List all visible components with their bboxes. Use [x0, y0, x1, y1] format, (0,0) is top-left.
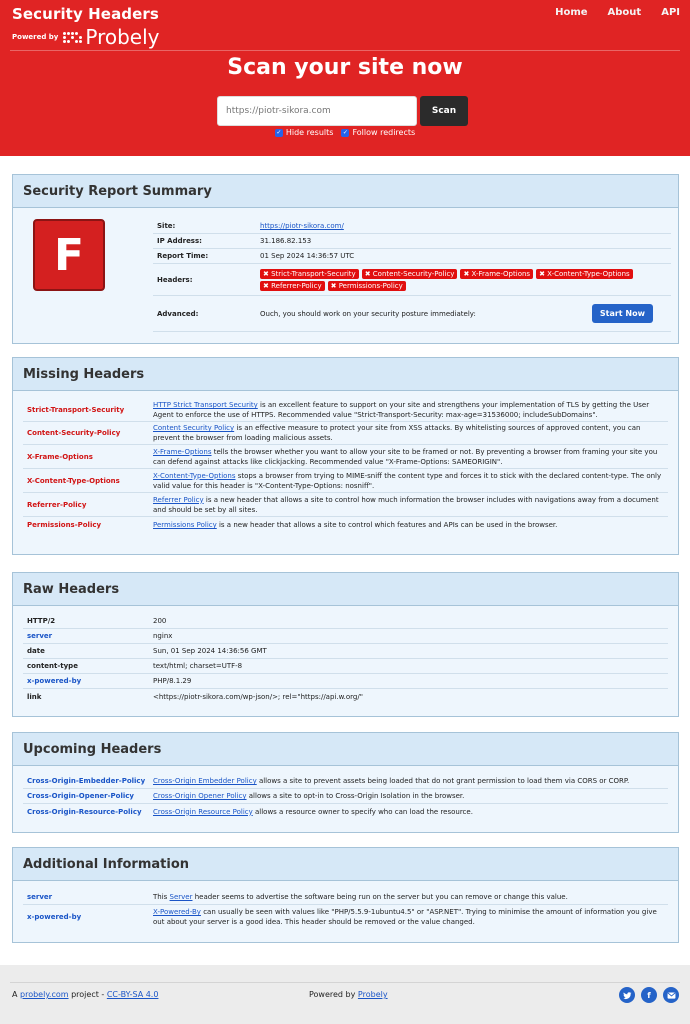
start-now-button[interactable]: Start Now: [592, 304, 653, 323]
ip-value: 31.186.82.153: [260, 237, 312, 245]
upcoming-headers-table: [13, 766, 678, 819]
raw-header-name: content-type: [27, 662, 78, 670]
footer-divider: [10, 982, 680, 983]
upcoming-header-description-text: allows a resource owner to specify who can load the resource.: [252, 807, 473, 816]
upcoming-header-description: [153, 790, 668, 802]
missing-header-row: [23, 517, 668, 533]
powered-by: [12, 25, 160, 49]
upcoming-header-doc-link[interactable]: Cross-Origin Embedder Policy: [153, 777, 257, 785]
ip-row: [153, 234, 671, 249]
upcoming-header-name: Cross-Origin-Embedder-Policy: [27, 777, 146, 785]
follow-redirects-checkbox[interactable]: [341, 128, 415, 137]
upcoming-header-name: Cross-Origin-Opener-Policy: [27, 792, 134, 800]
missing-header-badge: ✖ Referrer-Policy: [260, 281, 325, 291]
summary-table: [153, 219, 671, 332]
checkbox-checked-icon: ✓: [276, 129, 282, 136]
raw-header-value: Sun, 01 Sep 2024 14:36:56 GMT: [153, 647, 267, 655]
raw-header-name: HTTP/2: [27, 617, 56, 625]
raw-header-row: [23, 674, 668, 689]
ip-label: IP Address:: [157, 237, 202, 245]
upcoming-header-row: [23, 774, 668, 789]
upcoming-headers-panel: [12, 732, 679, 833]
additional-info-name: server: [27, 892, 53, 901]
missing-headers-table: [13, 391, 678, 533]
checkbox-checked-icon: ✓: [342, 129, 348, 136]
probely-powered-link[interactable]: Probely: [357, 990, 388, 999]
header-name: X-Content-Type-Options: [27, 476, 120, 485]
upcoming-header-description-text: allows a site to prevent assets being loaded that do not grant permission to load them via CORS or CORP.: [256, 777, 630, 785]
raw-header-row: [23, 659, 668, 674]
scan-button[interactable]: Scan: [420, 96, 468, 126]
upcoming-header-row: [23, 789, 668, 804]
facebook-icon[interactable]: f: [641, 987, 657, 1003]
header-description: [153, 446, 668, 468]
missing-header-row: [23, 445, 668, 469]
advanced-text: Ouch, you should work on your security posture immediately:: [260, 309, 476, 318]
probely-dot-icon: [63, 32, 82, 43]
raw-header-value: 200: [153, 617, 167, 625]
raw-header-name: server: [27, 632, 53, 640]
additional-info-text: can usually be seen with values like "PHP/5.5.9-1ubuntu4.5" or "ASP.NET". Trying to minimise the amount of information you give out about your server is a good idea. This header should be removed or the value changed.: [153, 908, 657, 926]
hide-results-checkbox[interactable]: [275, 128, 334, 137]
report-time-label: Report Time:: [157, 252, 209, 260]
additional-info-panel: [12, 847, 679, 943]
additional-info-row: [23, 889, 668, 905]
summary-panel: [12, 174, 679, 344]
missing-header-badge: ✖ Strict-Transport-Security: [260, 269, 359, 279]
top-nav: [555, 7, 680, 18]
email-icon[interactable]: [663, 987, 679, 1003]
site-link[interactable]: https://piotr-sikora.com/: [260, 222, 344, 230]
upcoming-header-doc-link[interactable]: Cross-Origin Resource Policy: [153, 807, 253, 816]
header-description: [153, 399, 668, 421]
header-description: [153, 422, 668, 444]
footer-credit: [12, 990, 158, 999]
additional-info-doc-link[interactable]: Server: [169, 892, 193, 901]
site-title[interactable]: Security Headers: [12, 5, 159, 23]
header-doc-link[interactable]: X-Frame-Options: [153, 447, 212, 456]
missing-headers-panel: [12, 357, 679, 555]
raw-header-row: [23, 629, 668, 644]
header-description-text: is an excellent feature to support on your site and strengthens your implementation of TLS by getting the User Agent to enforce the use of HTTPS. Recommended value "Strict-Transport-Security: max-age=31536000; includeSubDomains".: [153, 401, 650, 419]
header-divider: [10, 50, 680, 51]
scan-form: [217, 96, 468, 126]
footer-powered: [309, 990, 388, 999]
header-name: Content-Security-Policy: [27, 429, 121, 437]
header-doc-link[interactable]: HTTP Strict Transport Security: [153, 401, 258, 409]
header-description: [153, 470, 668, 492]
headers-row: [153, 264, 671, 296]
header-name: Strict-Transport-Security: [27, 406, 125, 414]
site-header: [0, 0, 690, 156]
header-doc-link[interactable]: Permissions Policy: [153, 521, 217, 529]
header-description-text: is an effective measure to protect your site from XSS attacks. By whitelisting sources of approved content, you can prevent the browser from loading malicious assets.: [153, 424, 641, 442]
upcoming-header-description-text: allows a site to opt-in to Cross-Origin Isolation in the browser.: [246, 792, 465, 800]
grade-badge: F: [33, 219, 105, 291]
probely-link[interactable]: probely.com: [20, 990, 69, 999]
missing-header-badge: ✖ Permissions-Policy: [328, 281, 406, 291]
additional-info-prefix: This: [153, 892, 170, 901]
site-label: Site:: [157, 222, 176, 230]
additional-info-heading: Additional Information: [13, 848, 678, 881]
missing-header-badge: ✖ X-Content-Type-Options: [536, 269, 633, 279]
header-description: [153, 519, 668, 531]
raw-header-value: <https://piotr-sikora.com/wp-json/>; rel="https://api.w.org/": [153, 692, 363, 701]
header-doc-link[interactable]: X-Content-Type-Options: [153, 471, 236, 480]
advanced-row: [153, 296, 671, 332]
missing-header-row: [23, 399, 668, 422]
social-links: [619, 987, 679, 1003]
header-doc-link[interactable]: Referrer Policy: [153, 495, 204, 504]
additional-info-text: header seems to advertise the software being run on the server but you can remove or change this value.: [192, 892, 568, 901]
probely-logo[interactable]: [63, 25, 159, 49]
nav-api[interactable]: API: [661, 7, 680, 18]
additional-info-description: [153, 906, 668, 928]
scan-options: [0, 128, 690, 137]
raw-headers-heading: Raw Headers: [13, 573, 678, 606]
probely-logo-text: Probely: [85, 25, 160, 49]
raw-headers-panel: [12, 572, 679, 717]
footer-text: Powered by: [309, 990, 358, 999]
header-name: Permissions-Policy: [27, 521, 102, 529]
raw-header-row: [23, 689, 668, 704]
scan-title: Scan your site now: [227, 55, 463, 80]
raw-header-row: [23, 614, 668, 629]
raw-header-name: link: [27, 692, 42, 701]
footer-text: A: [12, 990, 21, 999]
raw-header-value: nginx: [153, 632, 173, 640]
advanced-label: Advanced:: [157, 309, 199, 318]
hide-results-label: Hide results: [285, 128, 334, 137]
nav-about[interactable]: About: [607, 7, 642, 18]
upcoming-header-row: [23, 804, 668, 819]
upcoming-header-description: [153, 806, 668, 818]
upcoming-header-description: [153, 775, 668, 787]
raw-headers-table: [13, 606, 678, 704]
raw-header-name: date: [27, 647, 45, 655]
raw-header-row: [23, 644, 668, 659]
raw-header-value: text/html; charset=UTF-8: [153, 662, 243, 670]
report-time-row: [153, 249, 671, 264]
missing-header-row: [23, 469, 668, 493]
site-row: [153, 219, 671, 234]
missing-headers-heading: Missing Headers: [13, 358, 678, 391]
missing-header-badges: [260, 269, 671, 291]
additional-info-description: [153, 891, 668, 903]
footer-text: project -: [68, 990, 107, 999]
upcoming-header-name: Cross-Origin-Resource-Policy: [27, 807, 142, 816]
headers-label: Headers:: [157, 275, 193, 284]
additional-info-doc-link[interactable]: X-Powered-By: [153, 908, 201, 916]
missing-header-badge: ✖ X-Frame-Options: [460, 269, 533, 279]
raw-header-name: x-powered-by: [27, 677, 82, 685]
nav-home[interactable]: Home: [555, 7, 588, 18]
follow-redirects-label: Follow redirects: [352, 128, 416, 137]
missing-header-row: [23, 493, 668, 517]
header-doc-link[interactable]: Content Security Policy: [153, 424, 235, 432]
header-description-text: is a new header that allows a site to control how much information the browser includes with navigations away from a document and should be set by all sites.: [153, 495, 659, 514]
additional-info-name: x-powered-by: [27, 913, 82, 921]
license-link[interactable]: CC-BY-SA 4.0: [106, 990, 159, 999]
missing-header-badge: ✖ Content-Security-Policy: [362, 269, 458, 279]
header-name: Referrer-Policy: [27, 500, 87, 509]
header-description-text: tells the browser whether you want to allow your site to be framed or not. By preventing a browser from framing your site you can defend against attacks like clickjacking. Recommended value "X-Frame-Options: SAMEORIGIN".: [153, 447, 658, 466]
header-description-text: is a new header that allows a site to control which features and APIs can be used in the browser.: [216, 521, 558, 529]
header-description-text: stops a browser from trying to MIME-sniff the content type and forces it to stick with the declared content-type. The only valid value for this header is "X-Content-Type-Options: nosniff".: [153, 471, 662, 490]
header-description: [153, 494, 668, 516]
report-time-value: 01 Sep 2024 14:36:57 UTC: [260, 252, 355, 260]
footer: [0, 965, 690, 1024]
additional-info-table: [13, 881, 678, 929]
upcoming-header-doc-link[interactable]: Cross-Origin Opener Policy: [153, 792, 247, 800]
summary-heading: Security Report Summary: [13, 175, 678, 208]
url-input[interactable]: [217, 96, 417, 126]
missing-header-row: [23, 422, 668, 445]
twitter-icon[interactable]: [619, 987, 635, 1003]
raw-header-value: PHP/8.1.29: [153, 677, 192, 685]
upcoming-headers-heading: Upcoming Headers: [13, 733, 678, 766]
powered-by-label: Powered by: [12, 33, 59, 41]
header-name: X-Frame-Options: [27, 452, 93, 461]
additional-info-row: [23, 905, 668, 929]
